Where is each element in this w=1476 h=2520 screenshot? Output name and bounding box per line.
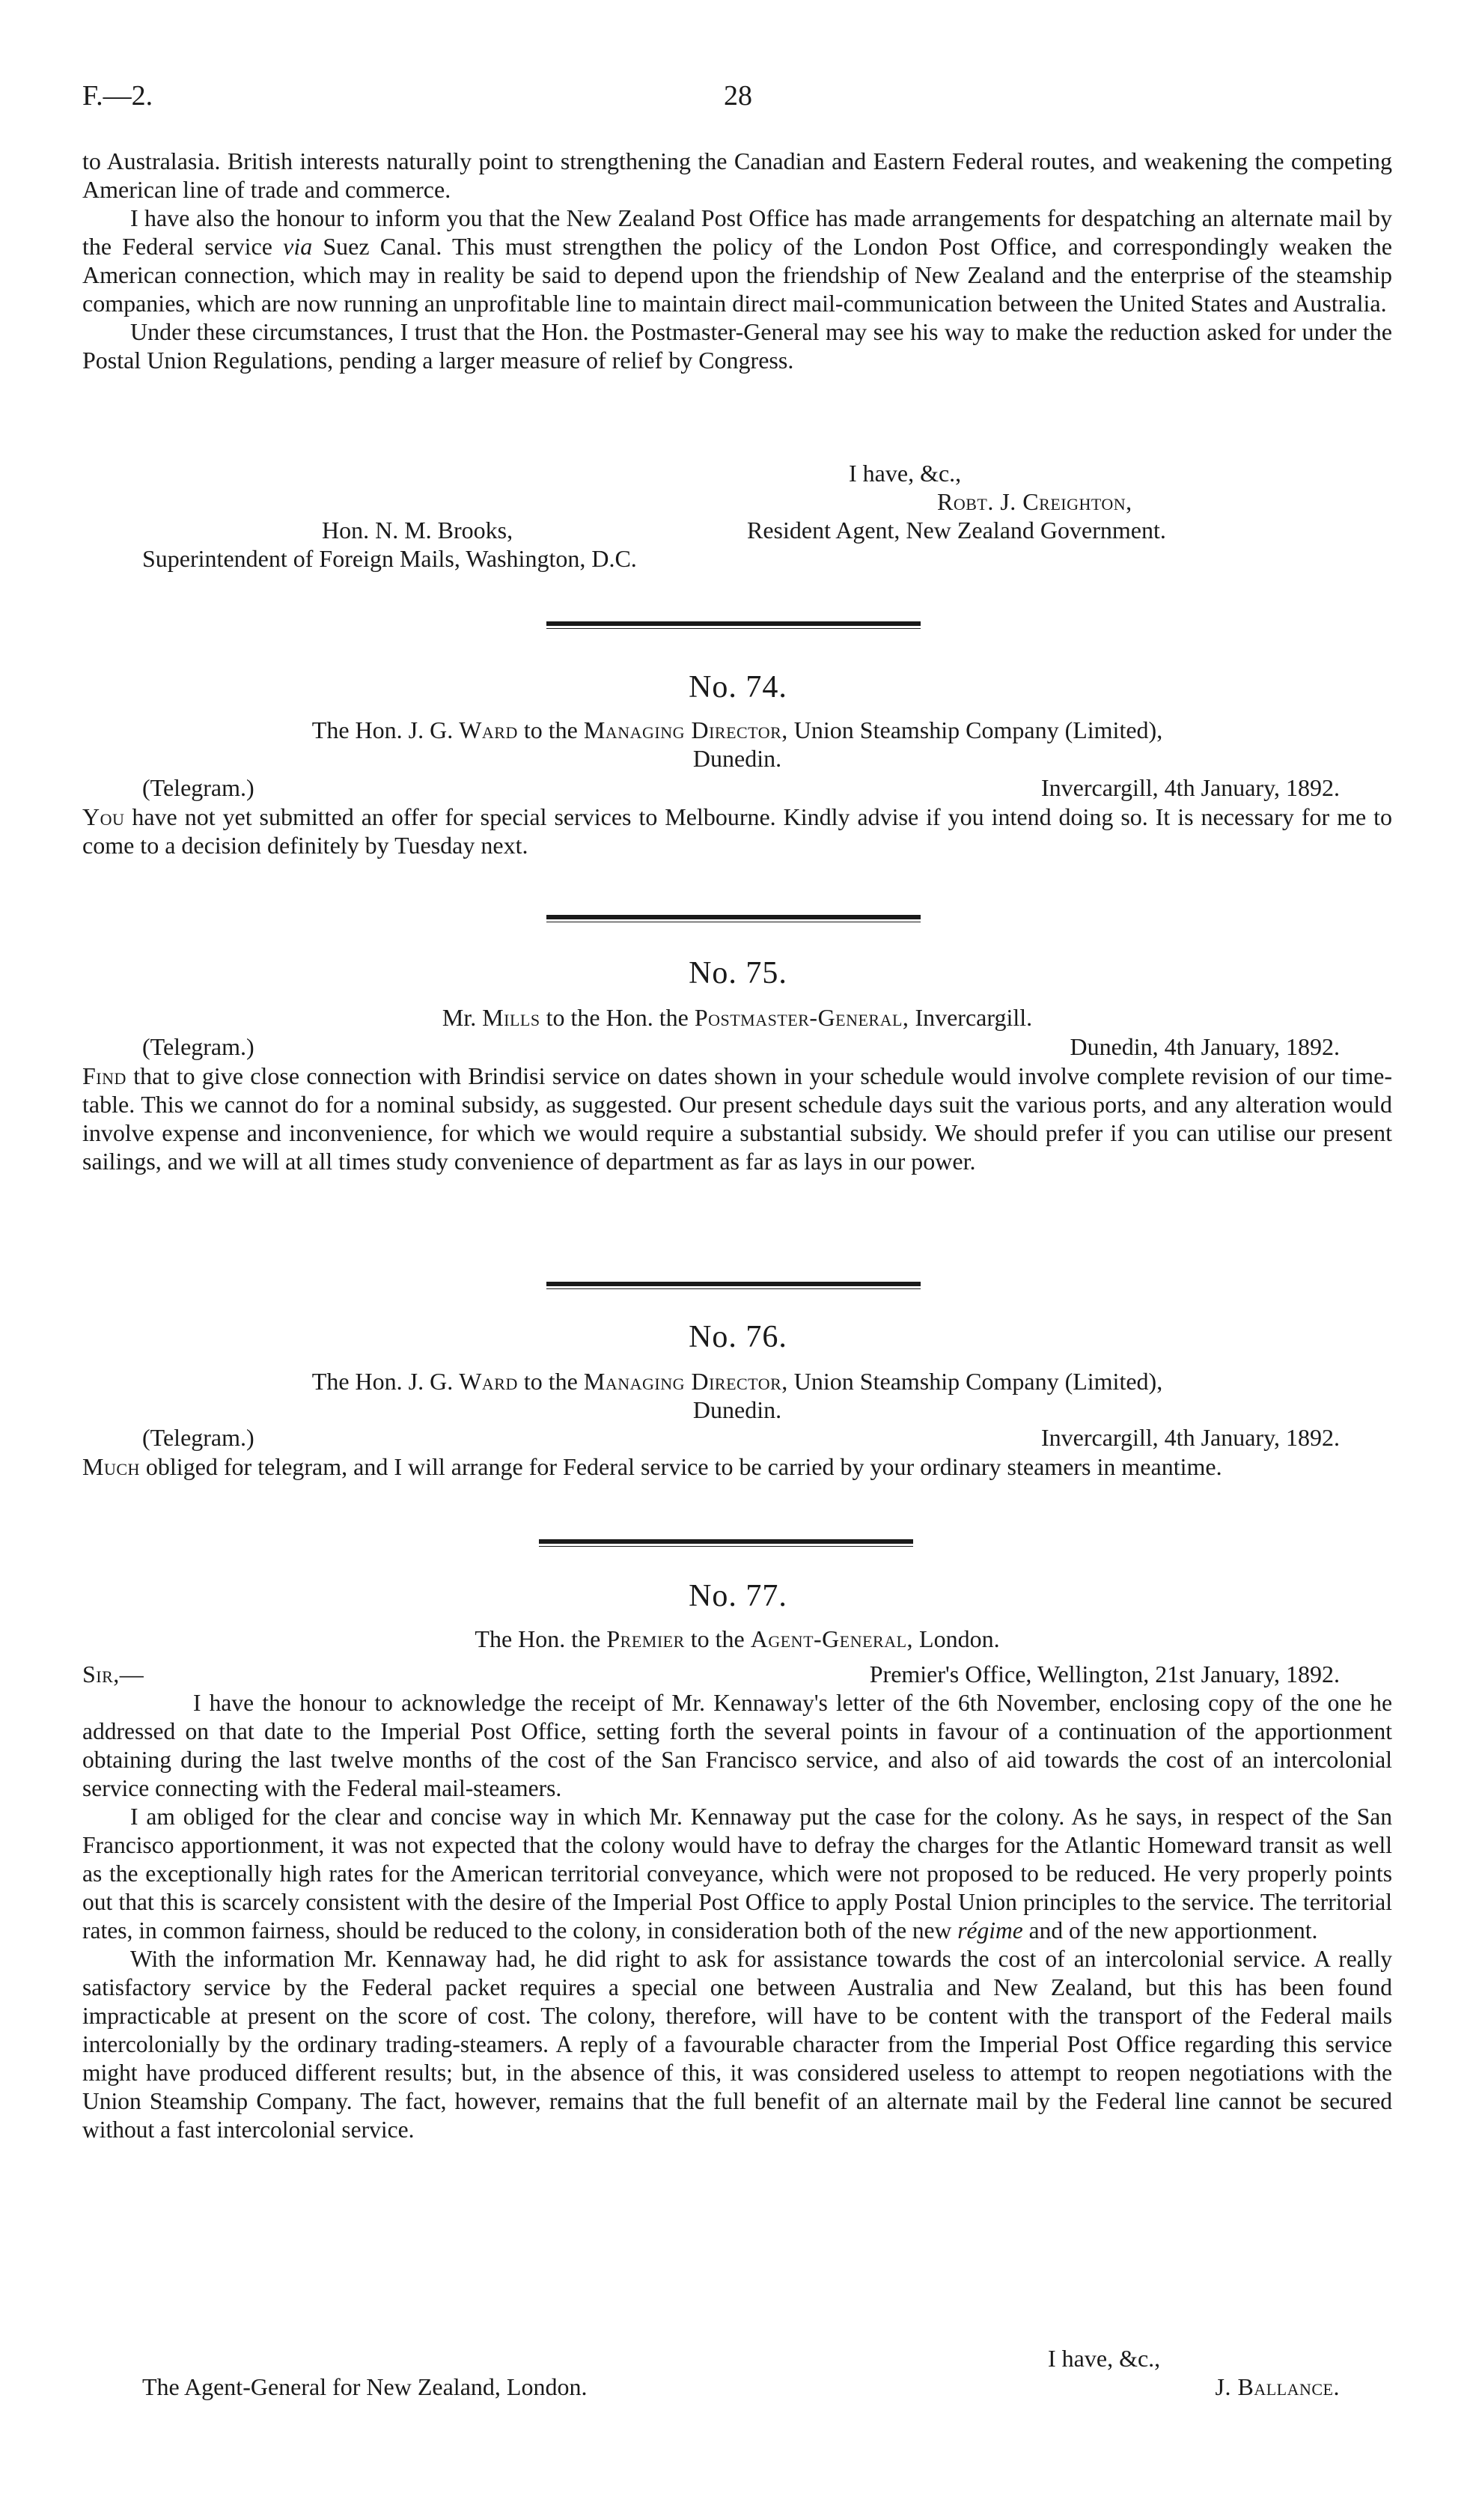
no77-body xyxy=(82,1689,1392,2144)
letter73-signer-row xyxy=(82,488,1392,517)
no77-paragraph-3: With the information Mr. Kennaway had, he did right to ask for assistance towards the cost of an intercolonial service. A really satisfactory service by the Federal packet requires a special one between Australia and New Zealand, but this has been found impracticable at present on the score of cost. The colony, therefore, will have to be content with the transport of the Federal mails intercolonially by the ordinary trading-steamers. A reply of a favourable character from the Imperial Post Office regarding this service might have produced different results; but, in the absence of this, it was considered useless to attempt to reopen negotiations with the Union Steamship Company. The fact, however, remains that the full benefit of an alternate mail by the Federal line cannot be secured without a fast intercolonial service. xyxy=(82,1946,1392,2143)
section-divider xyxy=(546,915,921,919)
letter73-paragraph-3: Under these circumstances, I trust that the Hon. the Postmaster-General may see his way to make the reduction asked for under the Postal Union Regulations, pending a larger measure of relief by Congress. xyxy=(82,318,1392,374)
letter73-addressee: Hon. N. M. Brooks, xyxy=(322,517,513,544)
no77-paragraph-2: I am obliged for the clear and concise way in which Mr. Kennaway put the case for the colony. As he says, in respect of the San Francisco apportionment, it was not expected that the colony would have to defray the charges for the Atlantic Homeward transit as well as the exceptionally high rates for the American territorial conveyance, which were not proposed to be reduced. He very properly points out that this is scarcely consistent with the desire of the Imperial Post Office to apply Postal Union principles to the service. The territorial rates, in common fairness, should be reduced to the colony, in consideration both of the new régime and of the new apportionment. xyxy=(82,1804,1392,1944)
no74-caption: The Hon. J. G. Ward to the Managing Director, Union Steamship Company (Limited), Dunedin. xyxy=(311,716,1163,772)
no75-body: Find that to give close connection with Brindisi service on dates shown in your schedule would involve complete revision of our time-table. This we cannot do for a nominal subsidy, as suggested. Our present schedule days suit the various ports, and any alteration would involve expense and inconvenience, for which we would require a substantial subsidy. We should prefer if you can utilise our present sailings, and we will at all times study convenience of department as far as lays in our power. xyxy=(82,1062,1393,1175)
no77-closing: I have, &c., xyxy=(1048,2345,1161,2372)
no76-type: (Telegram.) xyxy=(142,1424,254,1451)
letter73-closing-row xyxy=(82,460,1392,488)
no76-meta-row xyxy=(82,1424,1392,1452)
document-reference: F.—2. xyxy=(82,80,153,112)
letter73-signer-title: Resident Agent, New Zealand Government. xyxy=(747,517,1166,544)
letter73-paragraph-2: I have also the honour to inform you that the New Zealand Post Office has made arrangements for despatching an alternate mail by the Federal service via Suez Canal. This must strengthen the policy of the London Post Office, and correspondingly weaken the American connection, which may in reality be said to depend upon the friendship of New Zealand and the enterprise of the steamship companies, which are now running an unprofitable line to maintain direct mail-communication between the United States and Australia. xyxy=(82,204,1393,317)
no74-type: (Telegram.) xyxy=(142,774,254,801)
no77-signature-row xyxy=(82,2373,1392,2402)
letter73-signer: Robt. J. Creighton, xyxy=(937,488,1132,515)
page-number: 28 xyxy=(724,80,752,112)
section-divider xyxy=(539,1539,913,1544)
italic-regime: régime xyxy=(957,1917,1023,1944)
no77-place-date: Premier's Office, Wellington, 21st January, 1892. xyxy=(869,1661,1340,1687)
no76-heading: No. 76. xyxy=(689,1320,787,1354)
no75-caption: Mr. Mills to the Hon. the Postmaster-General, Invercargill. xyxy=(442,1004,1033,1031)
italic-via: via xyxy=(283,233,313,260)
no76-caption: The Hon. J. G. Ward to the Managing Director, Union Steamship Company (Limited), Dunedin. xyxy=(311,1368,1163,1423)
no77-heading: No. 77. xyxy=(689,1579,787,1613)
letter73-address-row xyxy=(82,517,1392,545)
letter73-closing: I have, &c., xyxy=(849,460,962,487)
no77-closing-row xyxy=(82,2345,1392,2373)
no75-place-date: Dunedin, 4th January, 1892. xyxy=(1070,1033,1340,1060)
no75-type: (Telegram.) xyxy=(142,1033,254,1060)
no75-meta-row xyxy=(82,1033,1392,1062)
no74-place-date: Invercargill, 4th January, 1892. xyxy=(1041,774,1340,801)
section-divider xyxy=(546,621,921,626)
letter73-paragraph-1: to Australasia. British interests naturally point to strengthening the Canadian and Eastern Federal routes, and weakening the competing American line of trade and commerce. xyxy=(82,147,1392,203)
no77-meta-row xyxy=(82,1661,1392,1689)
no74-heading: No. 74. xyxy=(689,670,787,704)
no77-paragraph-1: I have the honour to acknowledge the receipt of Mr. Kennaway's letter of the 6th November, enclosing copy of the one he addressed on that date to the Imperial Post Office, setting forth the several points in favour of a continuation of the apportionment obtaining during the last twelve months of the cost of the San Francisco service, and also of aid towards the cost of an intercolonial service connecting with the Federal mail-steamers. xyxy=(82,1690,1392,1801)
no77-salutation: Sir,— xyxy=(82,1661,144,1687)
no74-meta-row xyxy=(82,774,1392,803)
no77-signer: J. Ballance. xyxy=(1215,2373,1340,2400)
section-divider xyxy=(546,1282,921,1286)
letter73-addressee-title: Superintendent of Foreign Mails, Washington, D.C. xyxy=(142,545,637,572)
no77-addressee: The Agent-General for New Zealand, London. xyxy=(142,2373,588,2400)
letter73-continuation xyxy=(82,147,1392,374)
no74-body: You have not yet submitted an offer for special services to Melbourne. Kindly advise if you intend doing so. It is necessary for me to come to a decision definitely by Tuesday next. xyxy=(82,803,1393,859)
no77-caption: The Hon. the Premier to the Agent-General, London. xyxy=(475,1625,1000,1652)
no76-place-date: Invercargill, 4th January, 1892. xyxy=(1041,1424,1340,1451)
no75-heading: No. 75. xyxy=(689,956,787,990)
no76-body: Much obliged for telegram, and I will arrange for Federal service to be carried by your ordinary steamers in meantime. xyxy=(82,1453,1222,1480)
letter73-addressee-title-row xyxy=(82,545,1392,573)
